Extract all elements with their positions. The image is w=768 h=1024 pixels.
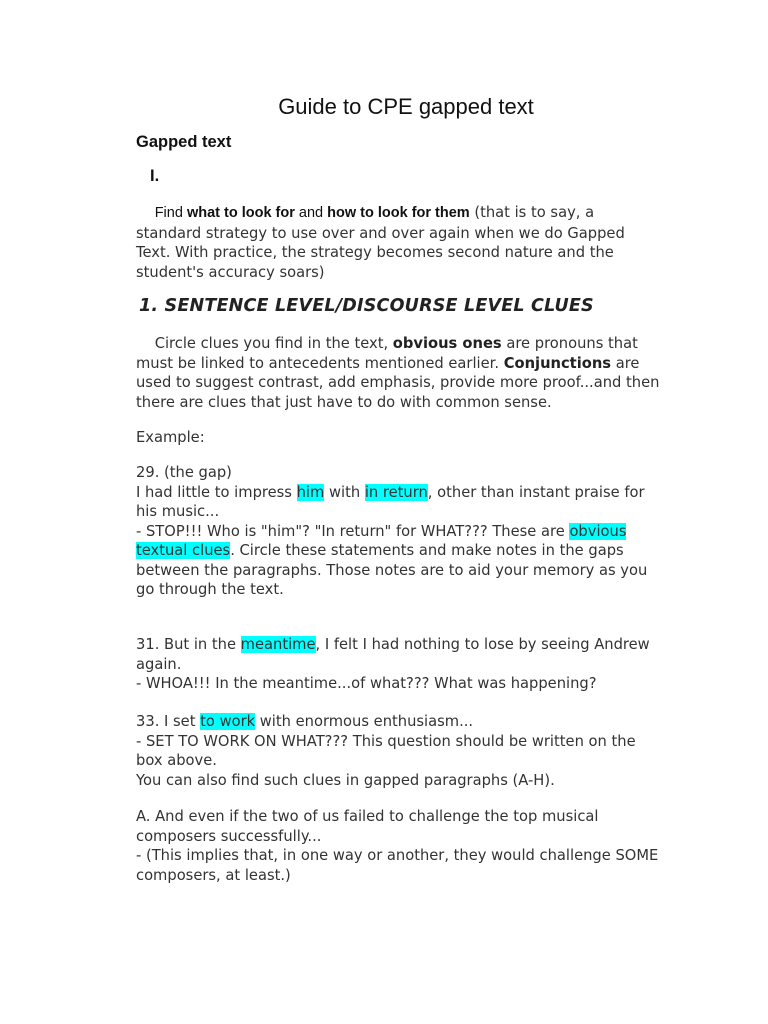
highlight-obvious: obvious [569,522,627,540]
example-33: 33. I set to work with enormous enthusiasm... - SET TO WORK ON WHAT??? This question should be written on the box above. You can also find such clues in gapped paragraphs (A-H). [136,713,636,789]
highlight-meantime: meantime [240,636,316,653]
example-29: 29. (the gap) I had little to impress him with in return, other than instant praise for his music... - STOP!!! Who is "him"? "In return" for WHAT??? These are obvious textual clues. Circle these statements and make notes in the gaps between the paragraphs. Those notes are to aid your memory as you go through the text. [136,464,648,598]
circle-clues-paragraph: Circle clues you find in the text, obvious ones are pronouns that must be linked to antecedents mentioned earlier. Conjunctions are used to suggest contrast, add emphasis, provide more proof...and then there are clues that just have to do with common sense. [136,335,660,411]
section-1-heading: 1. SENTENCE LEVEL/DISCOURSE LEVEL CLUES [139,296,594,316]
highlight-textual-clues: textual clues [136,542,231,559]
intro-paragraph: Find what to look for and how to look for them (that is to say, a standard strategy to use over and over again when we do Gapped Text. With practice, the strategy becomes second nature and the student's accuracy soars) [136,204,625,281]
example-label: Example: [136,429,205,446]
example-31: 31. But in the meantime, I felt I had nothing to lose by seeing Andrew again. - WHOA!!! In the meantime...of what??? What was happening? [136,636,650,692]
section-heading: Gapped text [136,133,232,151]
example-a: A. And even if the two of us failed to challenge the top musical composers successfully... - (This implies that, in one way or another, they would challenge SOME composers, at least.) [136,808,659,884]
highlight-him: him [296,483,325,501]
highlight-to-work: to work [200,713,256,730]
highlight-in-return: in return [364,483,428,501]
roman-numeral: I. [150,167,160,185]
page-title: Guide to CPE gapped text [278,94,534,119]
